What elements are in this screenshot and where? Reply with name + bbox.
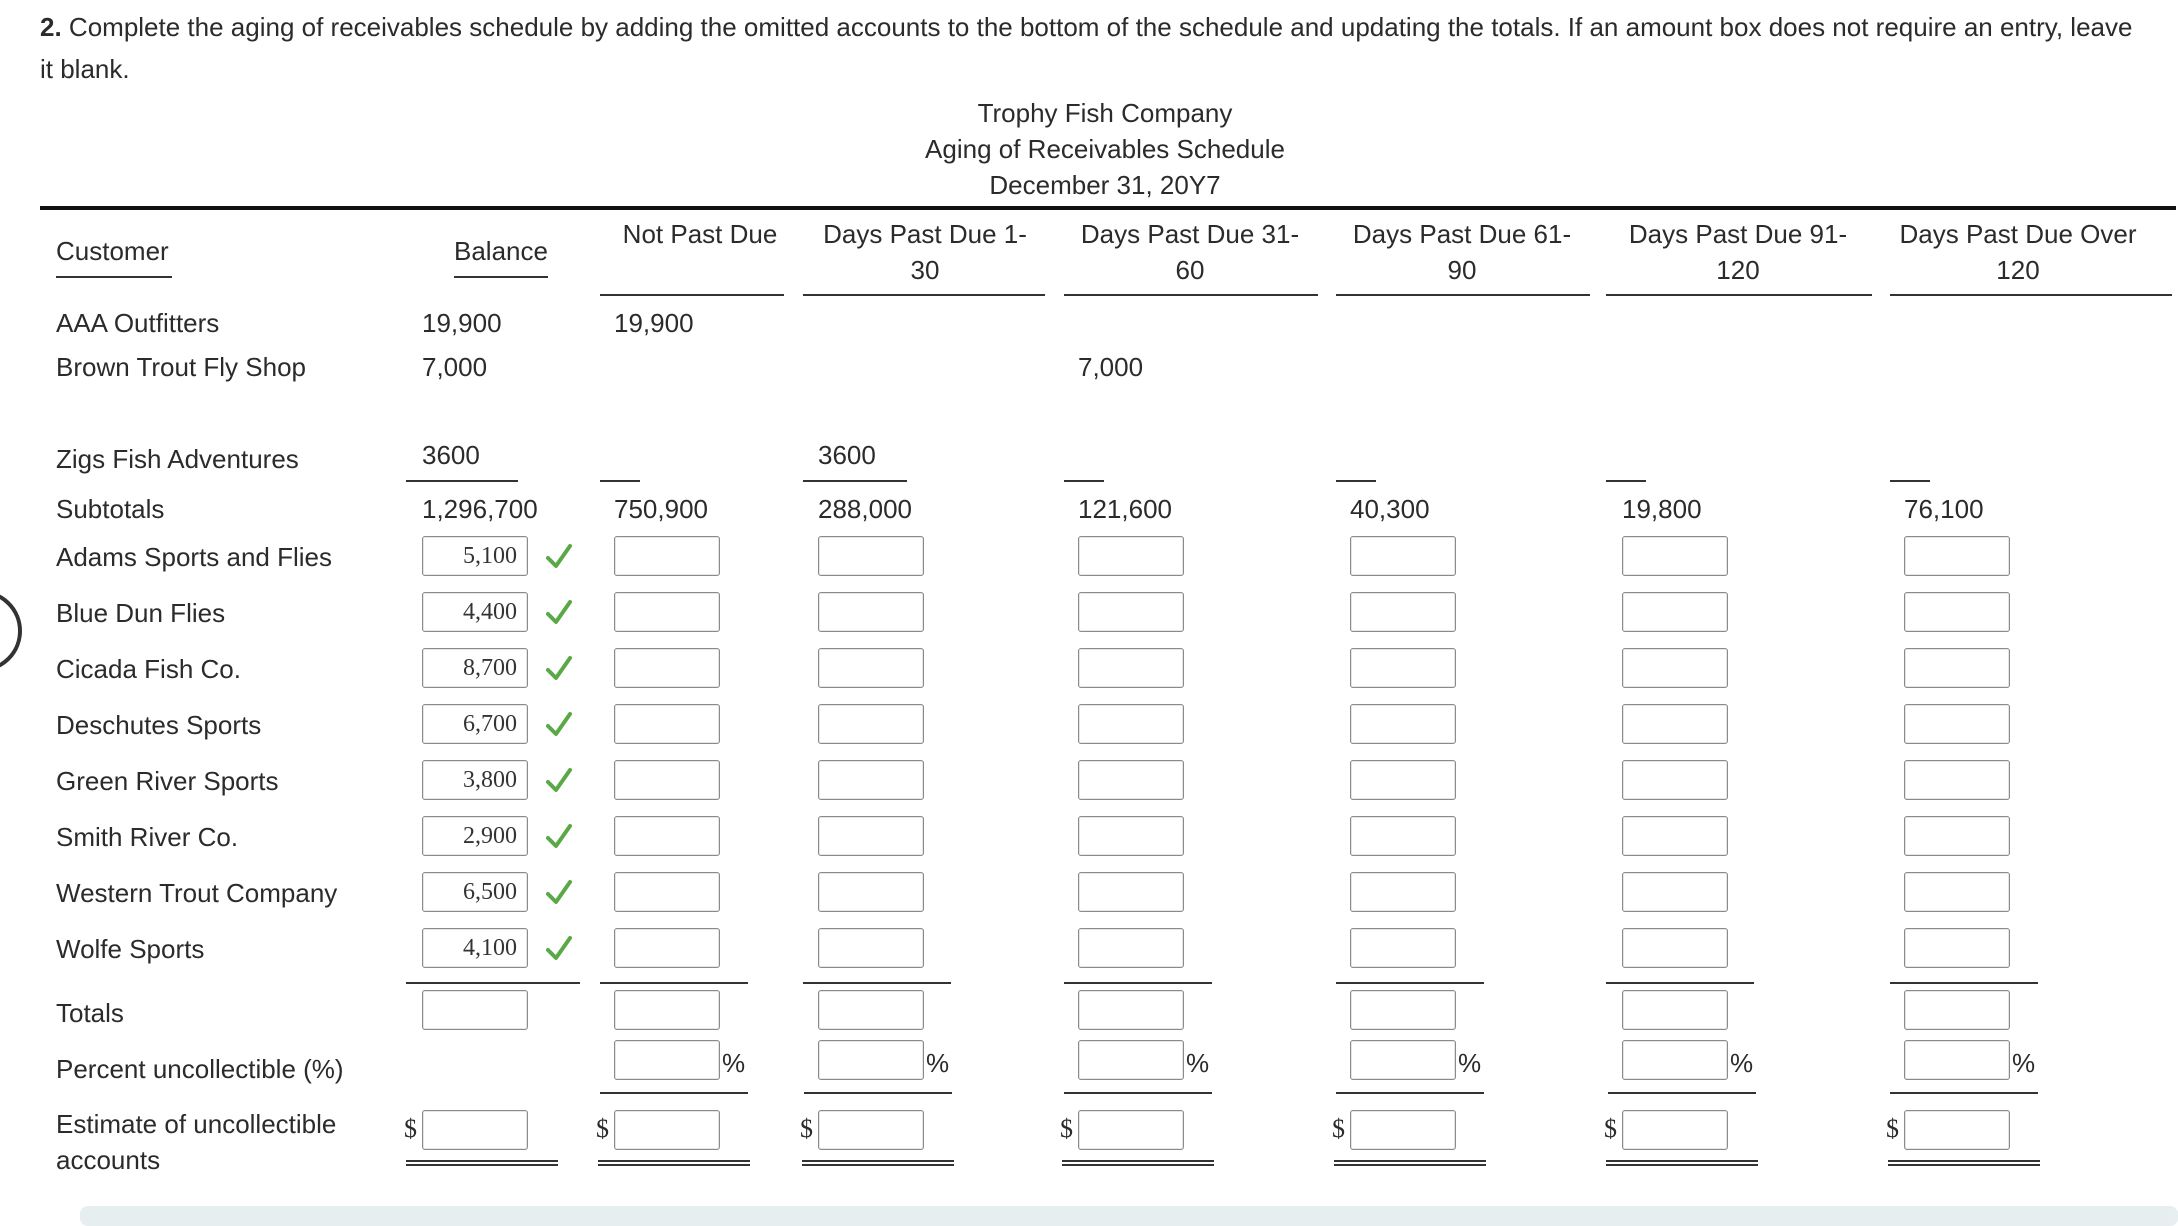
omitted-91-120-input[interactable] (1622, 704, 1728, 744)
row-subtotals-1-30: 288,000 (818, 494, 912, 524)
schedule-title: Aging of Receivables Schedule (925, 134, 1285, 164)
header-over-120-underline (1890, 294, 2172, 296)
header-91-120-line2: 120 (1716, 255, 1760, 285)
percent-label: Percent uncollectible (%) (56, 1054, 344, 1084)
row-subtotals-not-past-due: 750,900 (614, 494, 708, 524)
row-brown-31-60: 7,000 (1078, 352, 1144, 382)
percent-underline (600, 1092, 748, 1094)
double-underline (802, 1160, 954, 1166)
title-rule (40, 206, 2176, 210)
check-icon (544, 766, 574, 796)
totals-underline-91-120 (1606, 982, 1754, 984)
header-31-60-line1: Days Past Due 31- (1080, 219, 1300, 249)
header-31-60-underline (1064, 294, 1318, 296)
header-31-60-line2: 60 (1175, 255, 1205, 285)
header-over-120-line2: 120 (1996, 255, 2040, 285)
omitted-1-30-input[interactable] (818, 536, 924, 576)
estimate-61-90-input[interactable] (1350, 1110, 1456, 1150)
omitted-91-120-input[interactable] (1622, 872, 1728, 912)
row-brown-balance: 7,000 (422, 352, 488, 382)
header-balance-underline (454, 276, 548, 278)
dollar-sign: $ (1060, 1114, 1073, 1143)
schedule-date: December 31, 20Y7 (989, 170, 1221, 200)
omitted-balance-input[interactable]: 8,700 (422, 648, 528, 688)
header-not-past-due: Not Past Due (622, 219, 778, 249)
zigs-61-90-dash (1336, 480, 1376, 482)
omitted-row-name: Adams Sports and Flies (56, 542, 333, 572)
percent-91-120-input[interactable] (1622, 1040, 1728, 1080)
omitted-31-60-input[interactable] (1078, 928, 1184, 968)
omitted-over-120-input[interactable] (1904, 816, 2010, 856)
double-underline (1062, 1160, 1214, 1166)
omitted-over-120-input[interactable] (1904, 872, 2010, 912)
percent-sign: % (1458, 1048, 1482, 1078)
header-1-30-line2: 30 (910, 255, 940, 285)
check-icon (544, 878, 574, 908)
dollar-sign: $ (800, 1114, 813, 1143)
omitted-over-120-input[interactable] (1904, 536, 2010, 576)
header-61-90 (1336, 216, 1588, 288)
double-underline (1606, 1160, 1758, 1166)
omitted-1-30-input[interactable] (818, 760, 924, 800)
omitted-1-30-input[interactable] (818, 648, 924, 688)
percent-sign: % (926, 1048, 950, 1078)
omitted-row-name: Smith River Co. (56, 822, 239, 852)
omitted-balance-input[interactable]: 6,700 (422, 704, 528, 744)
percent-underline (1608, 1092, 1756, 1094)
percent-sign: % (1186, 1048, 1210, 1078)
omitted-not-past-due-input[interactable] (614, 760, 720, 800)
header-61-90-line2: 90 (1447, 255, 1477, 285)
totals-underline-61-90 (1336, 982, 1484, 984)
double-underline (1334, 1160, 1486, 1166)
header-over-120-line1: Days Past Due Over (1899, 219, 2137, 249)
omitted-61-90-input[interactable] (1350, 536, 1456, 576)
check-icon (544, 934, 574, 964)
omitted-balance-input[interactable]: 6,500 (422, 872, 528, 912)
omitted-91-120-input[interactable] (1622, 816, 1728, 856)
totals-label: Totals (56, 998, 124, 1028)
totals-underline-not-past-due (600, 982, 748, 984)
percent-sign: % (1730, 1048, 1754, 1078)
row-zigs-balance: 3600 (422, 440, 480, 470)
percent-sign: % (2012, 1048, 2036, 1078)
zigs-not-past-due-dash (600, 480, 640, 482)
omitted-balance-input[interactable]: 3,800 (422, 760, 528, 800)
row-subtotals-name: Subtotals (56, 494, 165, 524)
check-icon (544, 710, 574, 740)
dollar-sign: $ (1604, 1114, 1617, 1143)
percent-not-past-due-input[interactable] (614, 1040, 720, 1080)
percent-underline (804, 1092, 952, 1094)
check-icon (544, 654, 574, 684)
row-aaa-not-past-due: 19,900 (614, 308, 694, 338)
omitted-over-120-input[interactable] (1904, 928, 2010, 968)
totals-underline-31-60 (1064, 982, 1212, 984)
omitted-not-past-due-input[interactable] (614, 704, 720, 744)
row-subtotals-61-90: 40,300 (1350, 494, 1430, 524)
estimate-label-line1: Estimate of uncollectible (56, 1109, 337, 1139)
percent-1-30-input[interactable] (818, 1040, 924, 1080)
instructions (40, 6, 2150, 90)
omitted-1-30-input[interactable] (818, 704, 924, 744)
radio-circle (0, 590, 22, 672)
dollar-sign: $ (1886, 1114, 1899, 1143)
header-customer-underline (56, 276, 172, 278)
omitted-over-120-input[interactable] (1904, 648, 2010, 688)
footer-bar (80, 1206, 2178, 1226)
header-not-past-due-underline (600, 294, 784, 296)
header-31-60 (1064, 216, 1316, 288)
row-zigs-1-30: 3600 (818, 440, 876, 470)
estimate-31-60-input[interactable] (1078, 1110, 1184, 1150)
header-1-30-line1: Days Past Due 1- (823, 219, 1027, 249)
omitted-61-90-input[interactable] (1350, 704, 1456, 744)
percent-sign: % (722, 1048, 746, 1078)
omitted-31-60-input[interactable] (1078, 760, 1184, 800)
omitted-1-30-input[interactable] (818, 592, 924, 632)
header-customer: Customer (56, 236, 169, 266)
zigs-over-120-dash (1890, 480, 1930, 482)
zigs-91-120-dash (1606, 480, 1646, 482)
header-balance: Balance (454, 236, 548, 266)
row-zigs-name: Zigs Fish Adventures (56, 444, 299, 474)
row-aaa-balance: 19,900 (422, 308, 502, 338)
percent-over-120-input[interactable] (1904, 1040, 2010, 1080)
omitted-91-120-input[interactable] (1622, 760, 1728, 800)
header-91-120-line1: Days Past Due 91- (1628, 219, 1848, 249)
estimate-over-120-input[interactable] (1904, 1110, 2010, 1150)
double-underline (1888, 1160, 2040, 1166)
totals-underline-over-120 (1890, 982, 2038, 984)
omitted-61-90-input[interactable] (1350, 648, 1456, 688)
zigs-1-30-underline (803, 480, 907, 482)
omitted-61-90-input[interactable] (1350, 816, 1456, 856)
percent-31-60-input[interactable] (1078, 1040, 1184, 1080)
check-icon (544, 598, 574, 628)
double-underline (406, 1160, 558, 1166)
omitted-91-120-input[interactable] (1622, 648, 1728, 688)
totals-over-120-input[interactable] (1904, 990, 2010, 1030)
omitted-over-120-input[interactable] (1904, 592, 2010, 632)
omitted-61-90-input[interactable] (1350, 928, 1456, 968)
omitted-31-60-input[interactable] (1078, 648, 1184, 688)
omitted-row-name: Deschutes Sports (56, 710, 262, 740)
header-91-120-underline (1606, 294, 1872, 296)
omitted-91-120-input[interactable] (1622, 592, 1728, 632)
omitted-row-name: Western Trout Company (56, 878, 338, 908)
question-number: 2. (40, 12, 62, 42)
header-61-90-line1: Days Past Due 61- (1352, 219, 1572, 249)
estimate-not-past-due-input[interactable] (614, 1110, 720, 1150)
totals-underline-1-30 (803, 982, 951, 984)
percent-underline (1064, 1092, 1212, 1094)
omitted-balance-input[interactable]: 4,400 (422, 592, 528, 632)
row-subtotals-31-60: 121,600 (1078, 494, 1172, 524)
double-underline (598, 1160, 750, 1166)
omitted-31-60-input[interactable] (1078, 872, 1184, 912)
totals-91-120-input[interactable] (1622, 990, 1728, 1030)
omitted-not-past-due-input[interactable] (614, 872, 720, 912)
row-subtotals-91-120: 19,800 (1622, 494, 1702, 524)
zigs-31-60-dash (1064, 480, 1104, 482)
omitted-1-30-input[interactable] (818, 928, 924, 968)
omitted-31-60-input[interactable] (1078, 816, 1184, 856)
totals-31-60-input[interactable] (1078, 990, 1184, 1030)
instructions-text: Complete the aging of receivables schedule by adding the omitted accounts to the bottom of the schedule and updating the totals. If an amount box does not require an entry, leave it blank. (40, 12, 2133, 84)
percent-61-90-input[interactable] (1350, 1040, 1456, 1080)
omitted-1-30-input[interactable] (818, 816, 924, 856)
percent-underline (1890, 1092, 2038, 1094)
omitted-31-60-input[interactable] (1078, 536, 1184, 576)
omitted-row-name: Cicada Fish Co. (56, 654, 241, 684)
omitted-91-120-input[interactable] (1622, 536, 1728, 576)
omitted-over-120-input[interactable] (1904, 704, 2010, 744)
estimate-91-120-input[interactable] (1622, 1110, 1728, 1150)
omitted-over-120-input[interactable] (1904, 760, 2010, 800)
dollar-sign: $ (596, 1114, 609, 1143)
omitted-not-past-due-input[interactable] (614, 816, 720, 856)
header-1-30-underline (803, 294, 1045, 296)
omitted-61-90-input[interactable] (1350, 872, 1456, 912)
zigs-balance-underline (406, 480, 518, 482)
dollar-sign: $ (1332, 1114, 1345, 1143)
estimate-label-line2: accounts (56, 1145, 161, 1175)
totals-1-30-input[interactable] (818, 990, 924, 1030)
header-1-30 (803, 216, 1047, 288)
omitted-row-name: Wolfe Sports (56, 934, 205, 964)
omitted-not-past-due-input[interactable] (614, 928, 720, 968)
totals-underline-balance (406, 982, 580, 984)
header-91-120 (1606, 216, 1870, 288)
omitted-31-60-input[interactable] (1078, 704, 1184, 744)
omitted-row-name: Green River Sports (56, 766, 279, 796)
omitted-61-90-input[interactable] (1350, 760, 1456, 800)
row-brown-name: Brown Trout Fly Shop (56, 352, 306, 382)
totals-balance-input[interactable] (422, 990, 528, 1030)
header-over-120 (1890, 216, 2146, 288)
check-icon (544, 542, 574, 572)
omitted-row-name: Blue Dun Flies (56, 598, 226, 628)
omitted-balance-input[interactable]: 4,100 (422, 928, 528, 968)
omitted-not-past-due-input[interactable] (614, 592, 720, 632)
check-icon (544, 822, 574, 852)
omitted-31-60-input[interactable] (1078, 592, 1184, 632)
dollar-sign: $ (404, 1114, 417, 1143)
estimate-balance-input[interactable] (422, 1110, 528, 1150)
omitted-balance-input[interactable]: 5,100 (422, 536, 528, 576)
estimate-1-30-input[interactable] (818, 1110, 924, 1150)
header-61-90-underline (1336, 294, 1590, 296)
percent-underline (1336, 1092, 1484, 1094)
omitted-91-120-input[interactable] (1622, 928, 1728, 968)
company-name: Trophy Fish Company (977, 98, 1233, 128)
omitted-not-past-due-input[interactable] (614, 536, 720, 576)
omitted-1-30-input[interactable] (818, 872, 924, 912)
omitted-balance-input[interactable]: 2,900 (422, 816, 528, 856)
estimate-label (56, 1106, 336, 1178)
row-subtotals-over-120: 76,100 (1904, 494, 1984, 524)
totals-not-past-due-input[interactable] (614, 990, 720, 1030)
omitted-61-90-input[interactable] (1350, 592, 1456, 632)
omitted-not-past-due-input[interactable] (614, 648, 720, 688)
row-aaa-name: AAA Outfitters (56, 308, 220, 338)
row-subtotals-balance: 1,296,700 (422, 494, 538, 524)
totals-61-90-input[interactable] (1350, 990, 1456, 1030)
